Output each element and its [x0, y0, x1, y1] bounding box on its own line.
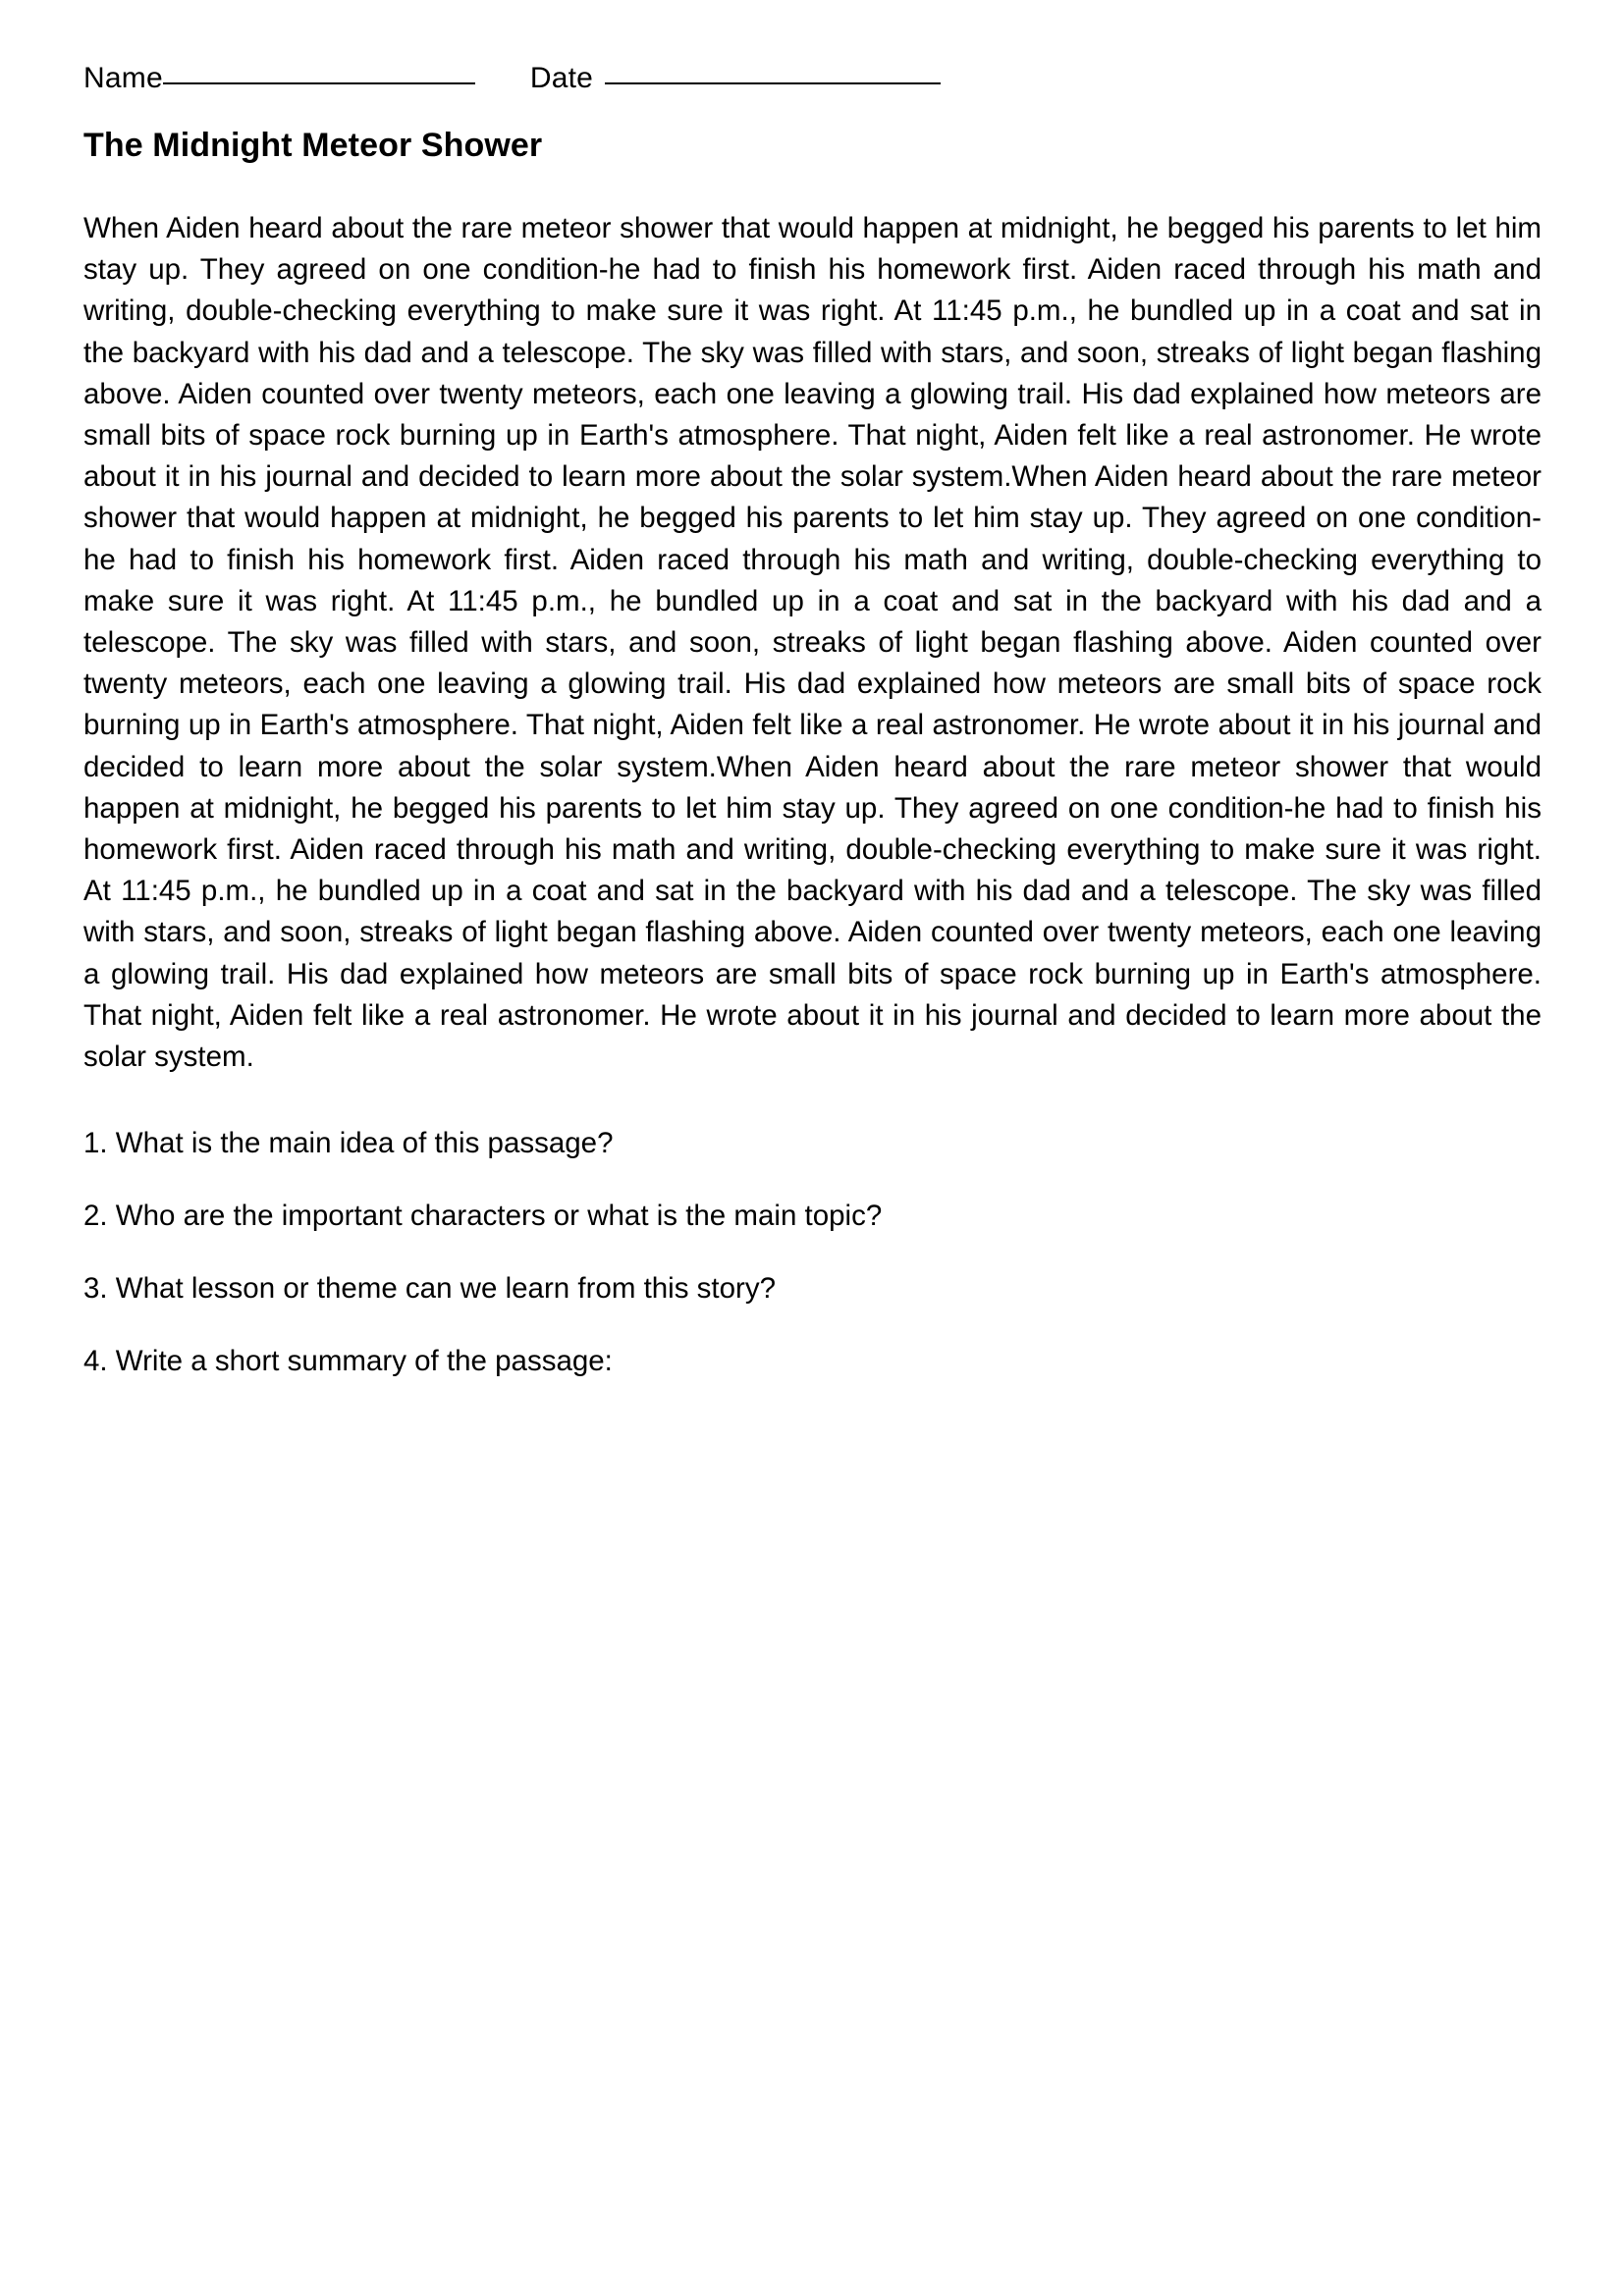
date-write-line[interactable] — [605, 81, 941, 84]
name-label: Name — [83, 62, 163, 94]
question-item: 4. Write a short summary of the passage: — [83, 1345, 613, 1378]
page-content — [83, 0, 1542, 1382]
name-field[interactable] — [83, 61, 475, 96]
reading-passage: When Aiden heard about the rare meteor shower that would happen at midnight, he begged his parents to let him stay up. They agreed on one condition-he had to finish his homework first. Aiden raced through his math and writing, double-checking everything to make sure it was right. At 11:45 p.m., he bundled up in a coat and sat in the backyard with his dad and a telescope. The sky was filled with stars, and soon, streaks of light began flashing above. Aiden counted over twenty meteors, each one leaving a glowing trail. His dad explained how meteors are small bits of space rock burning up in Earth's atmosphere. That night, Aiden felt like a real astronomer. He wrote about it in his journal and decided to learn more about the solar system.When Aiden heard about the rare meteor shower that would happen at midnight, he begged his parents to let him stay up. They agreed on one condition-he had to finish his homework first. Aiden raced through his math and writing, double-checking everything to make sure it was right. At 11:45 p.m., he bundled up in a coat and sat in the backyard with his dad and a telescope. The sky was filled with stars, and soon, streaks of light began flashing above. Aiden counted over twenty meteors, each one leaving a glowing trail. His dad explained how meteors are small bits of space rock burning up in Earth's atmosphere. That night, Aiden felt like a real astronomer. He wrote about it in his journal and decided to learn more about the solar system.When Aiden heard about the rare meteor shower that would happen at midnight, he begged his parents to let him stay up. They agreed on one condition-he had to finish his homework first. Aiden raced through his math and writing, double-checking everything to make sure it was right. At 11:45 p.m., he bundled up in a coat and sat in the backyard with his dad and a telescope. The sky was filled with stars, and soon, streaks of light began flashing above. Aiden counted over twenty meteors, each one leaving a glowing trail. His dad explained how meteors are small bits of space rock burning up in Earth's atmosphere. That night, Aiden felt like a real astronomer. He wrote about it in his journal and decided to learn more about the solar system. — [83, 212, 1542, 1074]
name-write-line[interactable] — [163, 81, 475, 84]
page-title: The Midnight Meteor Shower — [83, 127, 543, 164]
date-label: Date — [529, 62, 593, 94]
questions-list — [83, 1123, 1542, 1382]
question-item: 3. What lesson or theme can we learn from this story? — [83, 1272, 777, 1306]
date-field[interactable] — [530, 61, 941, 96]
question-item: 2. Who are the important characters or what is the main topic? — [83, 1200, 883, 1233]
question-item: 1. What is the main idea of this passage? — [83, 1127, 614, 1160]
student-info-row — [83, 61, 1542, 96]
